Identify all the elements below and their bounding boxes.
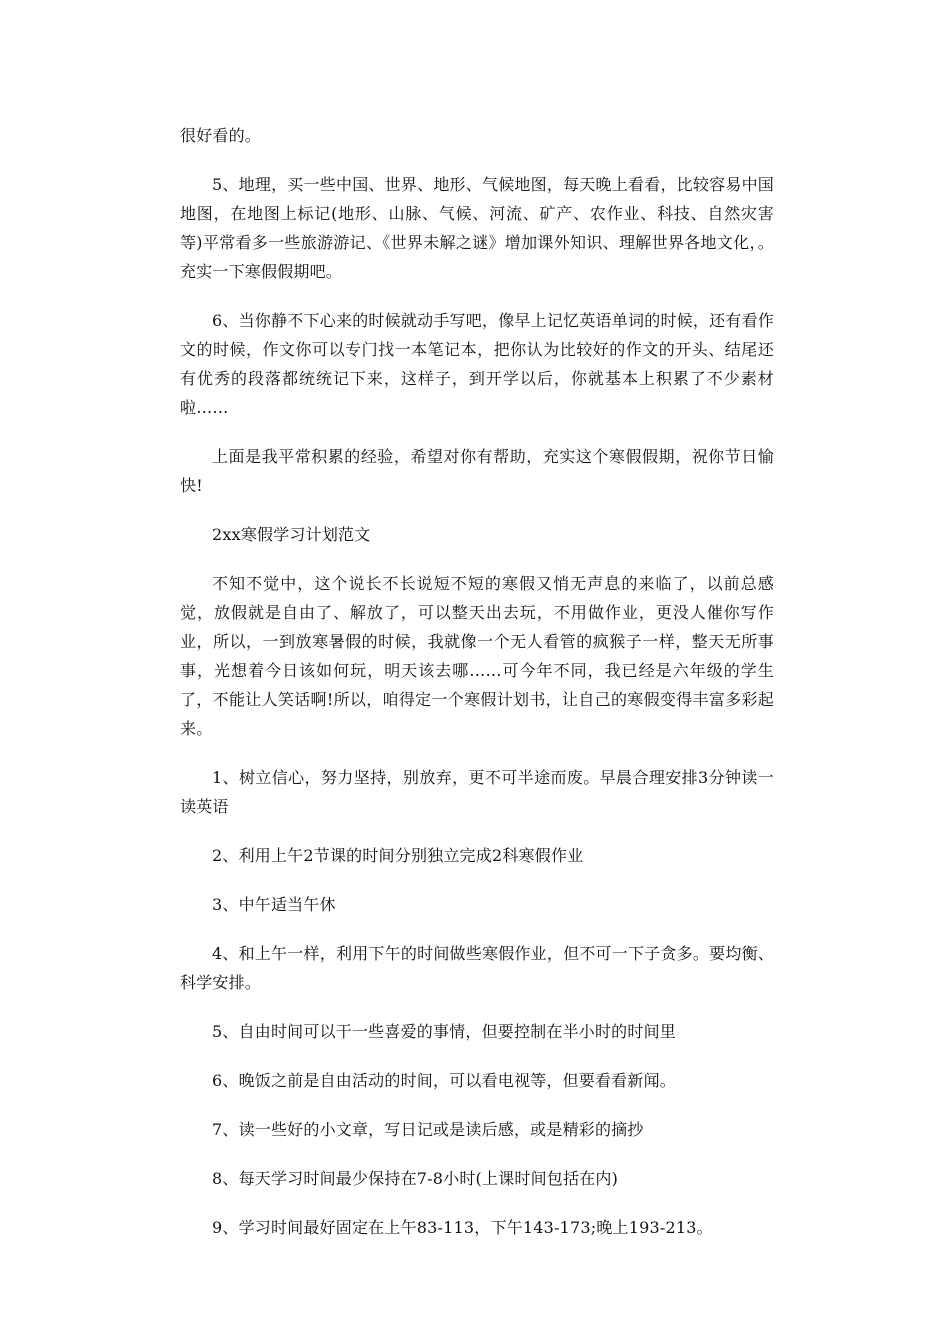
plan-item-5: 5、自由时间可以干一些喜爱的事情，但要控制在半小时的时间里 bbox=[212, 1022, 676, 1041]
paragraph-closing: 上面是我平常积累的经验，希望对你有帮助，充实这个寒假假期，祝你节日愉快! bbox=[180, 447, 774, 495]
plan-item-2: 2、利用上午2节课的时间分别独立完成2科寒假作业 bbox=[212, 846, 584, 865]
paragraph-continuation: 很好看的。 bbox=[180, 126, 262, 145]
plan-item-4: 4、和上午一样，利用下午的时间做些寒假作业，但不可一下子贪多。要均衡、科学安排。 bbox=[180, 944, 774, 992]
plan-item-9: 9、学习时间最好固定在上午83-113，下午143-173;晚上193-213。 bbox=[212, 1218, 713, 1237]
paragraph-writing-tip: 6、当你静不下心来的时候就动手写吧，像早上记忆英语单词的时候，还有看作文的时候，作文你可以专门找一本笔记本，把你认为比较好的作文的开头、结尾还有优秀的段落都统统记下来，这样子，到开学以后，你就基本上积累了不少素材啦…… bbox=[180, 311, 774, 417]
paragraph-intro: 不知不觉中，这个说长不长说短不短的寒假又悄无声息的来临了，以前总感觉，放假就是自由了、解放了，可以整天出去玩，不用做作业，更没人催你写作业，所以，一到放寒暑假的时候，我就像一个无人看管的疯猴子一样，整天无所事事，光想着今日该如何玩，明天该去哪……可今年不同，我已经是六年级的学生了，不能让人笑话啊!所以，咱得定一个寒假计划书，让自己的寒假变得丰富多彩起来。 bbox=[180, 574, 774, 738]
plan-item-3: 3、中午适当午休 bbox=[212, 895, 336, 914]
paragraph-geography-tip: 5、地理，买一些中国、世界、地形、气候地图，每天晚上看看，比较容易中国地图，在地图上标记(地形、山脉、气候、河流、矿产、农作业、科技、自然灾害等)平常看多一些旅游游记、《世界未解之谜》增加课外知识、理解世界各地文化，。充实一下寒假假期吧。 bbox=[180, 175, 774, 281]
plan-item-1: 1、树立信心，努力坚持，别放弃，更不可半途而废。早晨合理安排3分钟读一读英语 bbox=[180, 768, 774, 816]
plan-item-6: 6、晚饭之前是自由活动的时间，可以看电视等，但要看看新闻。 bbox=[212, 1071, 676, 1090]
document-body bbox=[180, 121, 774, 1242]
plan-item-7: 7、读一些好的小文章，写日记或是读后感，或是精彩的摘抄 bbox=[212, 1120, 644, 1139]
section-heading: 2xx寒假学习计划范文 bbox=[212, 525, 371, 544]
plan-item-8: 8、每天学习时间最少保持在7-8小时(上课时间包括在内) bbox=[212, 1169, 619, 1188]
